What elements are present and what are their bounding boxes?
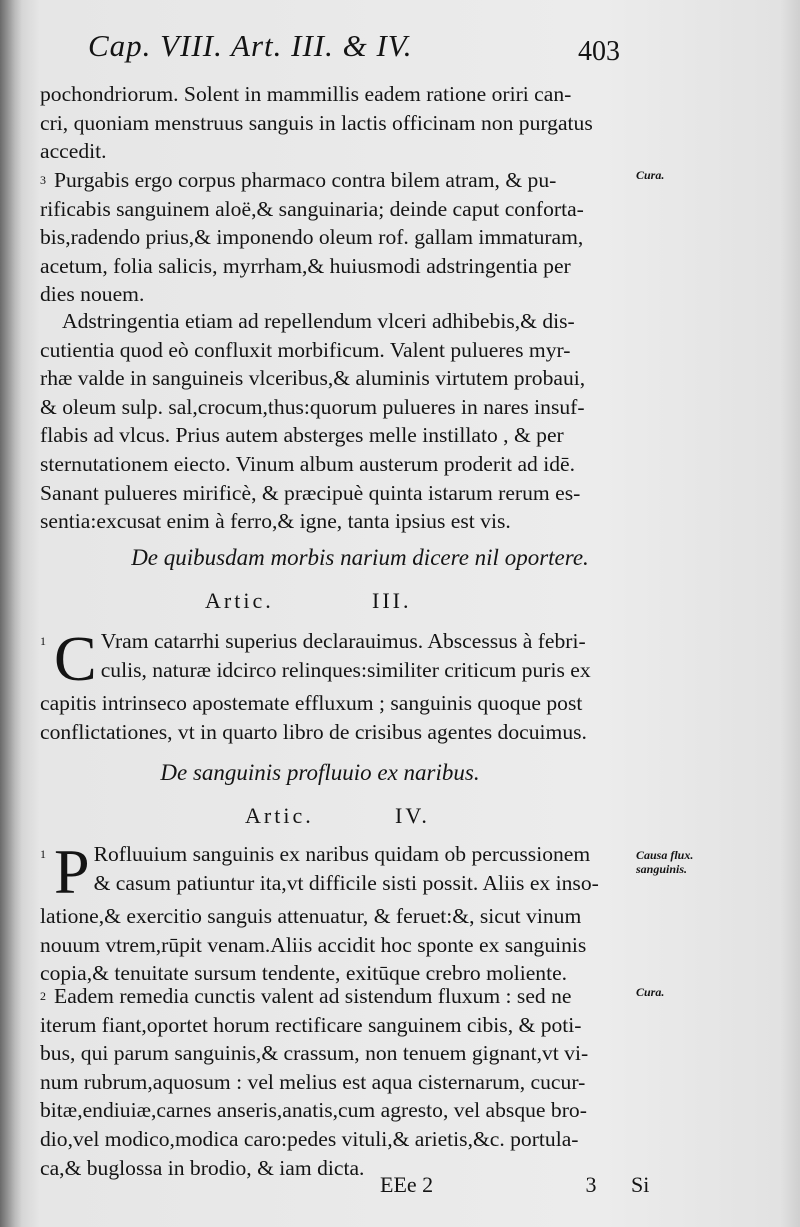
text-line: copia,& tenuitate sursum tendente, exitūque crebro moliente. bbox=[40, 961, 568, 986]
paragraph-cura-2 bbox=[40, 982, 630, 1182]
page-number: 403 bbox=[578, 36, 620, 67]
text-line: rificabis sanguinem aloë,& sanguinaria; deinde caput conforta- bbox=[40, 196, 584, 221]
text-line: dio,vel modico,modica caro:pedes vituli,& arietis,&c. portula- bbox=[40, 1126, 579, 1151]
text-line: conflictationes, vt in quarto libro de crisibus agentes docuimus. bbox=[40, 719, 587, 744]
paragraph-article-3 bbox=[40, 627, 630, 746]
text-line: iterum fiant,oportet horum rectificare sanguinem cibis, & poti- bbox=[40, 1012, 582, 1037]
paragraph-number: 1 bbox=[40, 634, 46, 648]
article-label: Artic. bbox=[205, 588, 274, 613]
paragraph-adstringentia bbox=[40, 307, 630, 536]
paragraph-continuation bbox=[40, 80, 630, 166]
section-heading: De quibusdam morbis narium dicere nil oportere. bbox=[131, 545, 589, 570]
paragraph-article-4 bbox=[40, 840, 630, 988]
text-line: & oleum sulp. sal,crocum,thus:quorum pulueres in nares insuf- bbox=[40, 394, 585, 419]
paragraph-number: 2 bbox=[40, 989, 46, 1003]
text-line: Purgabis ergo corpus pharmaco contra bilem atram, & pu- bbox=[54, 168, 557, 192]
margin-note: Causa flux. sanguinis. bbox=[636, 848, 694, 876]
text-line: Rofluuium sanguinis ex naribus quidam ob percussionem bbox=[93, 842, 591, 866]
text-line: flabis ad vlcus. Prius autem absterges melle instillato , & per bbox=[40, 423, 564, 448]
text-line: num rubrum,aquosum : vel melius est aqua cisternarum, cucur- bbox=[40, 1069, 586, 1094]
drop-cap: P bbox=[54, 840, 90, 902]
article-label: Artic. bbox=[245, 803, 314, 828]
text-line: acetum, folia salicis, myrrham,& huiusmodi adstringentia per bbox=[40, 253, 571, 278]
page-footer bbox=[380, 1172, 780, 1198]
running-head: Cap. VIII. Art. III. & IV. bbox=[88, 28, 413, 63]
text-line: culis, naturæ idcirco relinques:similiter criticum puris ex bbox=[100, 657, 591, 682]
text-line: sternutationem eiecto. Vinum album austerum proderit ad idē. bbox=[40, 451, 576, 476]
margin-note: Cura. bbox=[636, 168, 665, 182]
text-line: rhæ valde in sanguineis vlceribus,& aluminis virtutem probaui, bbox=[40, 366, 586, 391]
paragraph-number: 3 bbox=[40, 173, 46, 187]
text-line: Sanant pulueres mirificè, & præcipuè quinta istarum rerum es- bbox=[40, 480, 581, 505]
article-number: IV. bbox=[395, 803, 430, 828]
paragraph-number: 1 bbox=[40, 847, 46, 861]
text-line: cri, quoniam menstruus sanguis in lactis officinam non purgatus bbox=[40, 110, 593, 135]
gathering-number: 3 bbox=[585, 1172, 597, 1197]
section-heading: De sanguinis profluuio ex naribus. bbox=[160, 760, 480, 785]
text-line: Eadem remedia cunctis valent ad sistendum fluxum : sed ne bbox=[54, 984, 572, 1008]
text-line: nouum vtrem,rūpit venam.Aliis accidit hoc sponte ex sanguinis bbox=[40, 932, 587, 957]
text-line: bitæ,endiuiæ,carnes anseris,anatis,cum agresto, vel absque bro- bbox=[40, 1098, 587, 1123]
drop-cap: C bbox=[54, 627, 97, 689]
text-line: Adstringentia etiam ad repellendum vlceri adhibebis,& dis- bbox=[62, 309, 575, 333]
text-line: latione,& exercitio sanguis attenuatur, & feruet:&, sicut vinum bbox=[40, 904, 582, 928]
text-line: ca,& buglossa in brodio, & iam dicta. bbox=[40, 1155, 365, 1180]
text-line: bis,radendo prius,& imponendo oleum rof. gallam immaturam, bbox=[40, 225, 584, 250]
signature-mark: EEe 2 bbox=[380, 1172, 434, 1197]
binding-gutter bbox=[0, 0, 22, 1227]
paragraph-cura bbox=[40, 166, 630, 309]
text-line: capitis intrinseco apostemate effluxum ; sanguinis quoque post bbox=[40, 691, 583, 715]
text-line: accedit. bbox=[40, 139, 107, 164]
text-line: cutientia quod eò confluxit morbificum. Valent pulueres myr- bbox=[40, 337, 571, 362]
text-line: & casum patiuntur ita,vt difficile sisti possit. Aliis ex inso- bbox=[93, 870, 599, 895]
text-line: bus, qui parum sanguinis,& crassum, non tenuem gignant,vt vi- bbox=[40, 1041, 589, 1066]
catchword: Si bbox=[631, 1172, 650, 1197]
text-line: dies nouem. bbox=[40, 282, 145, 307]
text-line: Vram catarrhi superius declarauimus. Abscessus à febri- bbox=[100, 629, 586, 653]
article-number: III. bbox=[372, 588, 412, 613]
text-line: pochondriorum. Solent in mammillis eadem ratione oriri can- bbox=[40, 82, 572, 106]
text-line: sentia:excusat enim à ferro,& igne, tanta ipsius est vis. bbox=[40, 509, 511, 534]
margin-note: Cura. bbox=[636, 985, 665, 999]
